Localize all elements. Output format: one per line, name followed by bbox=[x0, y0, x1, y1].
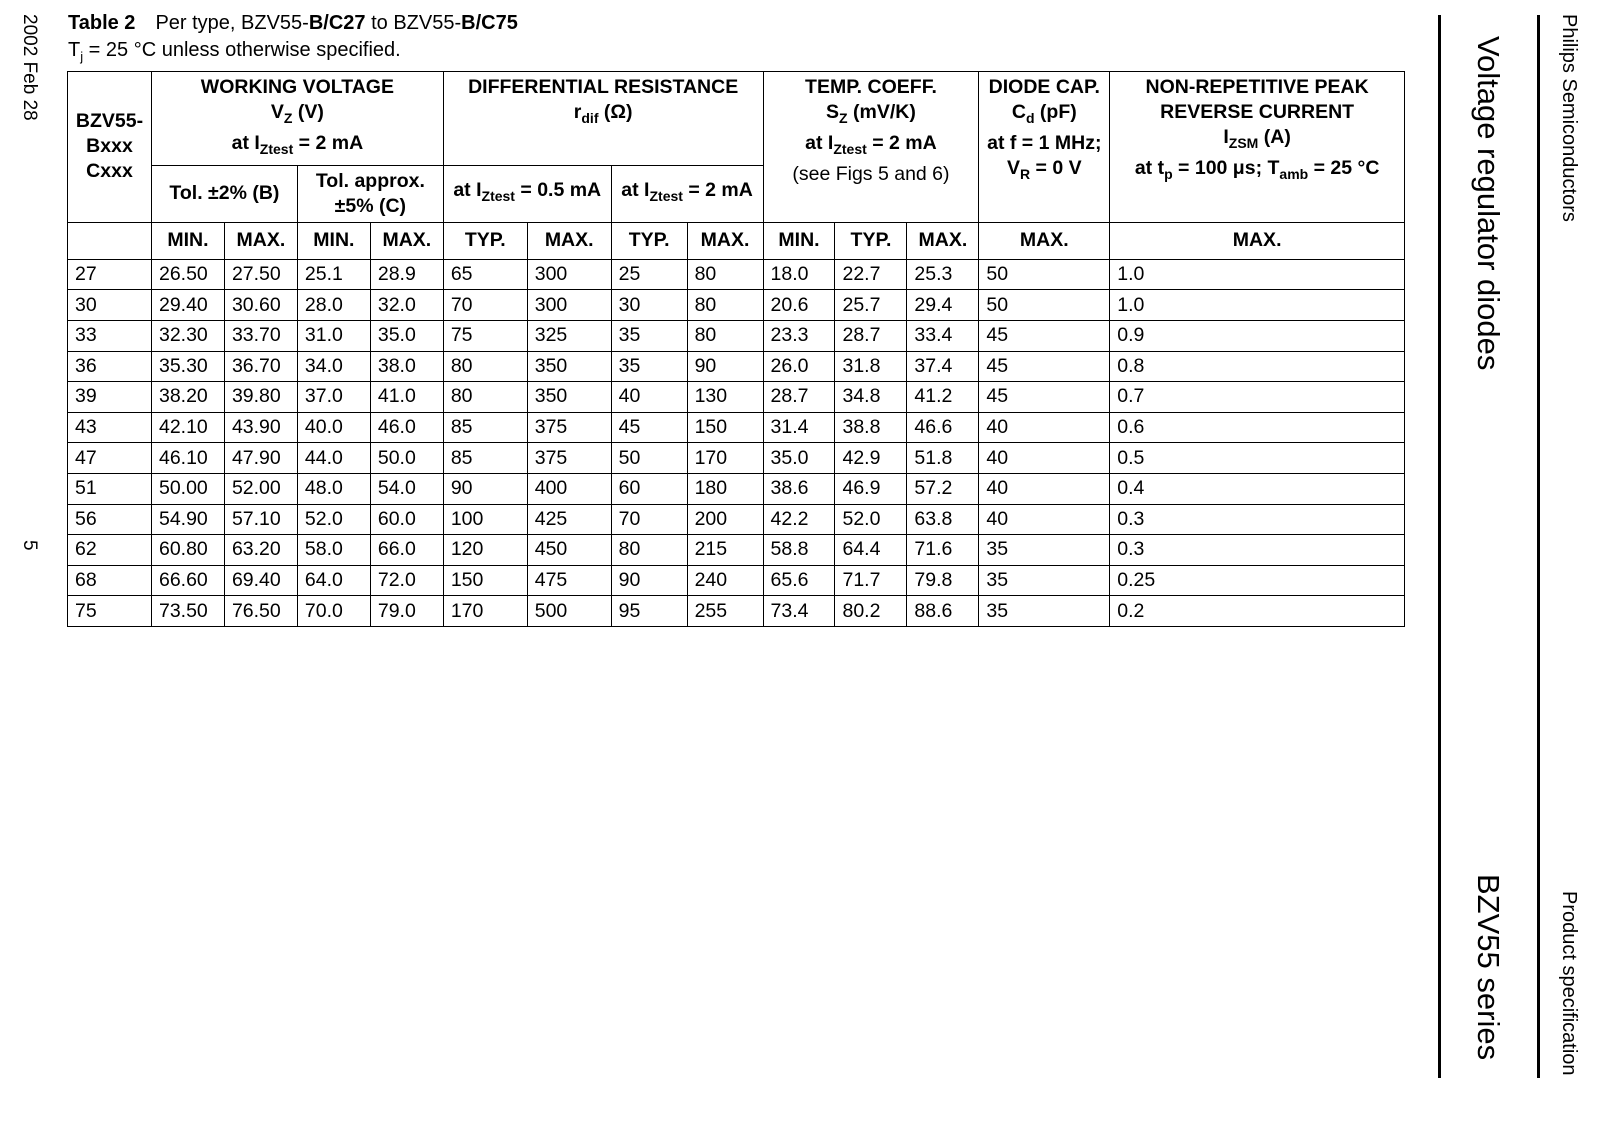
table-cell: 37.0 bbox=[297, 382, 370, 413]
table-cell: 35 bbox=[979, 565, 1110, 596]
dc-unit: (pF) bbox=[1034, 101, 1077, 123]
table-cell: 73.50 bbox=[151, 596, 224, 627]
table-cell: 47.90 bbox=[224, 443, 297, 474]
table-cell: 38.6 bbox=[763, 473, 835, 504]
table-cell: 43.90 bbox=[224, 412, 297, 443]
table-cell: 76.50 bbox=[224, 596, 297, 627]
table-cell: 60 bbox=[611, 473, 687, 504]
table-cell: 1.0 bbox=[1110, 259, 1405, 290]
rdif-05ma-header bbox=[443, 165, 611, 222]
table-cell: 50.00 bbox=[151, 473, 224, 504]
table-cell: 500 bbox=[527, 596, 611, 627]
dr-symbol-sub: dif bbox=[581, 109, 599, 126]
subheader-cell: MAX. bbox=[907, 222, 979, 259]
tc-cond-sub: Ztest bbox=[833, 140, 867, 157]
table-cell: 90 bbox=[687, 351, 763, 382]
temp-coeff-title: TEMP. COEFF. bbox=[805, 76, 937, 98]
table-cell: 36.70 bbox=[224, 351, 297, 382]
table-row bbox=[68, 596, 1405, 627]
subheader-cell: MAX. bbox=[527, 222, 611, 259]
table-row bbox=[68, 565, 1405, 596]
table-cell: 58.8 bbox=[763, 535, 835, 566]
dr-cond2-sub: Ztest bbox=[649, 188, 683, 205]
table-cell: 150 bbox=[443, 565, 527, 596]
table-cell: 45 bbox=[979, 382, 1110, 413]
table-cell: 70 bbox=[611, 504, 687, 535]
differential-resistance-header bbox=[443, 72, 763, 166]
tc-unit: (mV/K) bbox=[847, 101, 916, 123]
table-cell: 0.8 bbox=[1110, 351, 1405, 382]
dr-cond2-suffix: = 2 mA bbox=[682, 179, 753, 202]
table-cell: 40 bbox=[611, 382, 687, 413]
tol-c-line2: ±5% (C) bbox=[334, 194, 407, 217]
table-cell: 75 bbox=[443, 320, 527, 351]
table-cell: 52.0 bbox=[835, 504, 907, 535]
table-cell: 170 bbox=[443, 596, 527, 627]
table-cell: 32.30 bbox=[151, 320, 224, 351]
table-cell: 150 bbox=[687, 412, 763, 443]
dr-cond1-sub: Ztest bbox=[481, 188, 515, 205]
table-cell: 300 bbox=[527, 290, 611, 321]
table-cell: 64.0 bbox=[297, 565, 370, 596]
table-cell: 41.2 bbox=[907, 382, 979, 413]
type-cell: 39 bbox=[68, 382, 152, 413]
wv-unit: (V) bbox=[292, 101, 324, 123]
working-voltage-title: WORKING VOLTAGE bbox=[200, 76, 394, 98]
table-cell: 25.1 bbox=[297, 259, 370, 290]
table-title-line bbox=[68, 10, 518, 37]
table-cell: 33.4 bbox=[907, 320, 979, 351]
table-row bbox=[68, 443, 1405, 474]
table-row bbox=[68, 382, 1405, 413]
table-cell: 40 bbox=[979, 412, 1110, 443]
type-cell: 68 bbox=[68, 565, 152, 596]
type-header-line3: Cxxx bbox=[86, 160, 133, 183]
wv-cond-sub: Ztest bbox=[259, 140, 294, 157]
tc-symbol: S bbox=[826, 101, 840, 123]
dc-cond2-suffix: = 0 V bbox=[1030, 156, 1082, 179]
table-cell: 51.8 bbox=[907, 443, 979, 474]
table-cell: 130 bbox=[687, 382, 763, 413]
table-cell: 300 bbox=[527, 259, 611, 290]
table-cell: 65.6 bbox=[763, 565, 835, 596]
table-cell: 40 bbox=[979, 443, 1110, 474]
table-cell: 79.0 bbox=[370, 596, 443, 627]
table-cell: 180 bbox=[687, 473, 763, 504]
table-cell: 325 bbox=[527, 320, 611, 351]
table-row bbox=[68, 535, 1405, 566]
header-rule-inner bbox=[1438, 15, 1441, 1078]
type-cell: 30 bbox=[68, 290, 152, 321]
sc-cond-a: at t bbox=[1134, 156, 1165, 179]
tolerance-b-header: Tol. ±2% (B) bbox=[151, 165, 297, 222]
table-cell: 40 bbox=[979, 504, 1110, 535]
sc-cond-b-sub: amb bbox=[1279, 165, 1309, 182]
wv-cond-prefix: at I bbox=[231, 131, 260, 154]
type-cell: 47 bbox=[68, 443, 152, 474]
table-row bbox=[68, 320, 1405, 351]
table-cell: 30 bbox=[611, 290, 687, 321]
table-cell: 400 bbox=[527, 473, 611, 504]
table-cell: 240 bbox=[687, 565, 763, 596]
sc-cond-a-sub: p bbox=[1164, 165, 1173, 182]
subheader-cell: MIN. bbox=[763, 222, 835, 259]
table-cell: 64.4 bbox=[835, 535, 907, 566]
table-cell: 27.50 bbox=[224, 259, 297, 290]
table-cell: 41.0 bbox=[370, 382, 443, 413]
table-cell: 0.3 bbox=[1110, 535, 1405, 566]
table-cell: 80 bbox=[443, 351, 527, 382]
table-cell: 69.40 bbox=[224, 565, 297, 596]
series-name: BZV55 series bbox=[1471, 874, 1506, 1061]
table-cell: 170 bbox=[687, 443, 763, 474]
document-type: Product specification bbox=[1558, 891, 1580, 1076]
subheader-cell: TYP. bbox=[835, 222, 907, 259]
type-cell: 36 bbox=[68, 351, 152, 382]
table-cell: 85 bbox=[443, 412, 527, 443]
table-cell: 35 bbox=[611, 351, 687, 382]
caption-title-middle: to BZV55- bbox=[365, 12, 462, 34]
table-cell: 475 bbox=[527, 565, 611, 596]
table-cell: 31.8 bbox=[835, 351, 907, 382]
table-caption bbox=[68, 10, 518, 70]
table-cell: 80 bbox=[611, 535, 687, 566]
table-cell: 35 bbox=[979, 535, 1110, 566]
table-cell: 88.6 bbox=[907, 596, 979, 627]
dc-cond2-symbol: V bbox=[1006, 156, 1020, 179]
sc-cond-c: = 25 °C bbox=[1308, 156, 1380, 179]
table-cell: 45 bbox=[611, 412, 687, 443]
type-header-line1: BZV55- bbox=[75, 110, 144, 133]
table-cell: 50 bbox=[979, 290, 1110, 321]
sc-unit: (A) bbox=[1258, 126, 1291, 148]
table-cell: 73.4 bbox=[763, 596, 835, 627]
table-cell: 50.0 bbox=[370, 443, 443, 474]
type-cell: 56 bbox=[68, 504, 152, 535]
tc-cond-suffix: = 2 mA bbox=[866, 131, 937, 154]
table-cell: 85 bbox=[443, 443, 527, 474]
table-cell: 80 bbox=[687, 259, 763, 290]
subheader-cell: MAX. bbox=[687, 222, 763, 259]
diff-resistance-title: DIFFERENTIAL RESISTANCE bbox=[468, 76, 739, 98]
table-row bbox=[68, 504, 1405, 535]
tc-cond-prefix: at I bbox=[805, 131, 834, 154]
table-cell: 23.3 bbox=[763, 320, 835, 351]
table-cell: 255 bbox=[687, 596, 763, 627]
table-cell: 0.6 bbox=[1110, 412, 1405, 443]
table-cell: 60.0 bbox=[370, 504, 443, 535]
table-cell: 70 bbox=[443, 290, 527, 321]
rdif-2ma-header bbox=[611, 165, 763, 222]
table-cell: 46.0 bbox=[370, 412, 443, 443]
table-cell: 90 bbox=[443, 473, 527, 504]
table-cell: 57.10 bbox=[224, 504, 297, 535]
table-cell: 33.70 bbox=[224, 320, 297, 351]
working-voltage-header bbox=[151, 72, 443, 166]
cond-text: = 25 °C unless otherwise specified. bbox=[83, 39, 401, 61]
table-cell: 45 bbox=[979, 351, 1110, 382]
table-cell: 60.80 bbox=[151, 535, 224, 566]
table-cell: 200 bbox=[687, 504, 763, 535]
cond-sub: j bbox=[80, 49, 84, 64]
table-cell: 120 bbox=[443, 535, 527, 566]
table-cell: 44.0 bbox=[297, 443, 370, 474]
table-cell: 48.0 bbox=[297, 473, 370, 504]
dr-cond1-suffix: = 0.5 mA bbox=[514, 179, 602, 202]
tc-symbol-sub: Z bbox=[839, 109, 848, 126]
table-cell: 35.0 bbox=[370, 320, 443, 351]
type-cell: 75 bbox=[68, 596, 152, 627]
table-cell: 28.7 bbox=[763, 382, 835, 413]
subheader-row bbox=[68, 222, 1405, 259]
table-cell: 50 bbox=[979, 259, 1110, 290]
type-cell: 33 bbox=[68, 320, 152, 351]
table-cell: 425 bbox=[527, 504, 611, 535]
type-header-line2: Bxxx bbox=[86, 135, 133, 158]
table-cell: 79.8 bbox=[907, 565, 979, 596]
table-cell: 42.2 bbox=[763, 504, 835, 535]
subheader-cell: MIN. bbox=[297, 222, 370, 259]
table-cell: 72.0 bbox=[370, 565, 443, 596]
table-cell: 0.3 bbox=[1110, 504, 1405, 535]
table-cell: 26.50 bbox=[151, 259, 224, 290]
table-cell: 34.8 bbox=[835, 382, 907, 413]
table-cell: 66.0 bbox=[370, 535, 443, 566]
table-cell: 25.3 bbox=[907, 259, 979, 290]
table-cell: 46.10 bbox=[151, 443, 224, 474]
table-body bbox=[68, 259, 1405, 626]
type-cell: 27 bbox=[68, 259, 152, 290]
table-cell: 32.0 bbox=[370, 290, 443, 321]
tc-note: (see Figs 5 and 6) bbox=[792, 162, 950, 185]
table-cell: 57.2 bbox=[907, 473, 979, 504]
table-cell: 35.0 bbox=[763, 443, 835, 474]
table-cell: 29.40 bbox=[151, 290, 224, 321]
dr-unit: (Ω) bbox=[598, 101, 633, 123]
dr-symbol: r bbox=[573, 101, 582, 123]
document-date: 2002 Feb 28 bbox=[19, 14, 40, 121]
table-cell: 0.9 bbox=[1110, 320, 1405, 351]
tolerance-c-header bbox=[297, 165, 443, 222]
subheader-cell: TYP. bbox=[611, 222, 687, 259]
table-cell: 0.2 bbox=[1110, 596, 1405, 627]
subheader-cell: MAX. bbox=[370, 222, 443, 259]
type-cell: 62 bbox=[68, 535, 152, 566]
spec-table bbox=[67, 71, 1405, 627]
company-name: Philips Semiconductors bbox=[1558, 14, 1580, 222]
table-cell: 35 bbox=[979, 596, 1110, 627]
subheader-type-blank bbox=[68, 222, 152, 259]
sc-symbol-sub: ZSM bbox=[1228, 134, 1259, 151]
wv-cond-suffix: = 2 mA bbox=[293, 131, 364, 154]
table-cell: 0.25 bbox=[1110, 565, 1405, 596]
surge-current-header bbox=[1110, 72, 1405, 223]
table-cell: 25 bbox=[611, 259, 687, 290]
table-cell: 28.7 bbox=[835, 320, 907, 351]
table-cell: 50 bbox=[611, 443, 687, 474]
table-cell: 90 bbox=[611, 565, 687, 596]
table-cell: 46.9 bbox=[835, 473, 907, 504]
table-cell: 0.4 bbox=[1110, 473, 1405, 504]
surge-title-line2: REVERSE CURRENT bbox=[1160, 101, 1355, 123]
table-condition-line bbox=[68, 37, 518, 70]
table-cell: 31.4 bbox=[763, 412, 835, 443]
table-cell: 54.90 bbox=[151, 504, 224, 535]
table-cell: 25.7 bbox=[835, 290, 907, 321]
table-cell: 45 bbox=[979, 320, 1110, 351]
table-cell: 40 bbox=[979, 473, 1110, 504]
table-cell: 80.2 bbox=[835, 596, 907, 627]
dr-cond1-prefix: at I bbox=[453, 179, 482, 202]
table-cell: 38.20 bbox=[151, 382, 224, 413]
table-cell: 0.5 bbox=[1110, 443, 1405, 474]
table-cell: 375 bbox=[527, 443, 611, 474]
subheader-cell: TYP. bbox=[443, 222, 527, 259]
table-cell: 40.0 bbox=[297, 412, 370, 443]
table-cell: 71.6 bbox=[907, 535, 979, 566]
table-cell: 1.0 bbox=[1110, 290, 1405, 321]
table-cell: 35 bbox=[611, 320, 687, 351]
dc-cond1: at f = 1 MHz; bbox=[987, 131, 1102, 154]
page-number: 5 bbox=[19, 540, 40, 551]
dc-cond2-sub: R bbox=[1020, 165, 1031, 182]
wv-symbol-sub: Z bbox=[283, 109, 293, 126]
table-cell: 70.0 bbox=[297, 596, 370, 627]
table-label: Table 2 bbox=[68, 12, 136, 34]
table-cell: 350 bbox=[527, 382, 611, 413]
table-row bbox=[68, 259, 1405, 290]
table-cell: 63.8 bbox=[907, 504, 979, 535]
table-cell: 71.7 bbox=[835, 565, 907, 596]
table-cell: 37.4 bbox=[907, 351, 979, 382]
table-cell: 20.6 bbox=[763, 290, 835, 321]
table-cell: 80 bbox=[687, 290, 763, 321]
subheader-cell: MAX. bbox=[979, 222, 1110, 259]
table-cell: 42.10 bbox=[151, 412, 224, 443]
header-rule-outer bbox=[1537, 15, 1540, 1078]
table-cell: 52.0 bbox=[297, 504, 370, 535]
type-cell: 43 bbox=[68, 412, 152, 443]
table-cell: 28.9 bbox=[370, 259, 443, 290]
table-cell: 54.0 bbox=[370, 473, 443, 504]
table-cell: 38.0 bbox=[370, 351, 443, 382]
table-cell: 29.4 bbox=[907, 290, 979, 321]
table-cell: 65 bbox=[443, 259, 527, 290]
caption-title-bold-2: B/C75 bbox=[461, 12, 518, 34]
type-cell: 51 bbox=[68, 473, 152, 504]
dr-cond2-prefix: at I bbox=[621, 179, 650, 202]
wv-symbol: V bbox=[270, 101, 284, 123]
cond-symbol: T bbox=[68, 39, 81, 61]
dc-symbol-sub: d bbox=[1025, 109, 1035, 126]
table-cell: 52.00 bbox=[224, 473, 297, 504]
subheader-cell: MIN. bbox=[151, 222, 224, 259]
dc-symbol: C bbox=[1011, 101, 1026, 123]
table-cell: 30.60 bbox=[224, 290, 297, 321]
table-cell: 46.6 bbox=[907, 412, 979, 443]
table-cell: 38.8 bbox=[835, 412, 907, 443]
table-cell: 18.0 bbox=[763, 259, 835, 290]
table-cell: 350 bbox=[527, 351, 611, 382]
tol-c-line1: Tol. approx. bbox=[315, 169, 425, 192]
table-cell: 35.30 bbox=[151, 351, 224, 382]
subheader-cell: MAX. bbox=[224, 222, 297, 259]
type-column-header bbox=[68, 72, 152, 223]
table-row bbox=[68, 412, 1405, 443]
table-cell: 450 bbox=[527, 535, 611, 566]
table-cell: 63.20 bbox=[224, 535, 297, 566]
table-cell: 42.9 bbox=[835, 443, 907, 474]
table-cell: 80 bbox=[443, 382, 527, 413]
table-cell: 215 bbox=[687, 535, 763, 566]
table-cell: 95 bbox=[611, 596, 687, 627]
sc-cond-b: = 100 μs; T bbox=[1172, 156, 1280, 179]
table-row bbox=[68, 351, 1405, 382]
table-cell: 31.0 bbox=[297, 320, 370, 351]
table-row bbox=[68, 473, 1405, 504]
table-cell: 26.0 bbox=[763, 351, 835, 382]
table-cell: 66.60 bbox=[151, 565, 224, 596]
table-cell: 0.7 bbox=[1110, 382, 1405, 413]
table-row bbox=[68, 290, 1405, 321]
surge-title-line1: NON-REPETITIVE PEAK bbox=[1145, 76, 1369, 98]
table-cell: 58.0 bbox=[297, 535, 370, 566]
table-cell: 28.0 bbox=[297, 290, 370, 321]
subheader-cell: MAX. bbox=[1110, 222, 1405, 259]
diode-cap-title: DIODE CAP. bbox=[988, 76, 1100, 98]
table-cell: 100 bbox=[443, 504, 527, 535]
table-cell: 375 bbox=[527, 412, 611, 443]
temp-coeff-header bbox=[763, 72, 979, 223]
table-cell: 34.0 bbox=[297, 351, 370, 382]
document-title: Voltage regulator diodes bbox=[1471, 36, 1506, 371]
table-cell: 80 bbox=[687, 320, 763, 351]
diode-cap-header bbox=[979, 72, 1110, 223]
table-cell: 22.7 bbox=[835, 259, 907, 290]
table-cell: 39.80 bbox=[224, 382, 297, 413]
caption-title-bold-1: B/C27 bbox=[308, 12, 366, 34]
caption-title-prefix: Per type, BZV55- bbox=[155, 12, 309, 34]
sc-symbol: I bbox=[1223, 126, 1229, 148]
